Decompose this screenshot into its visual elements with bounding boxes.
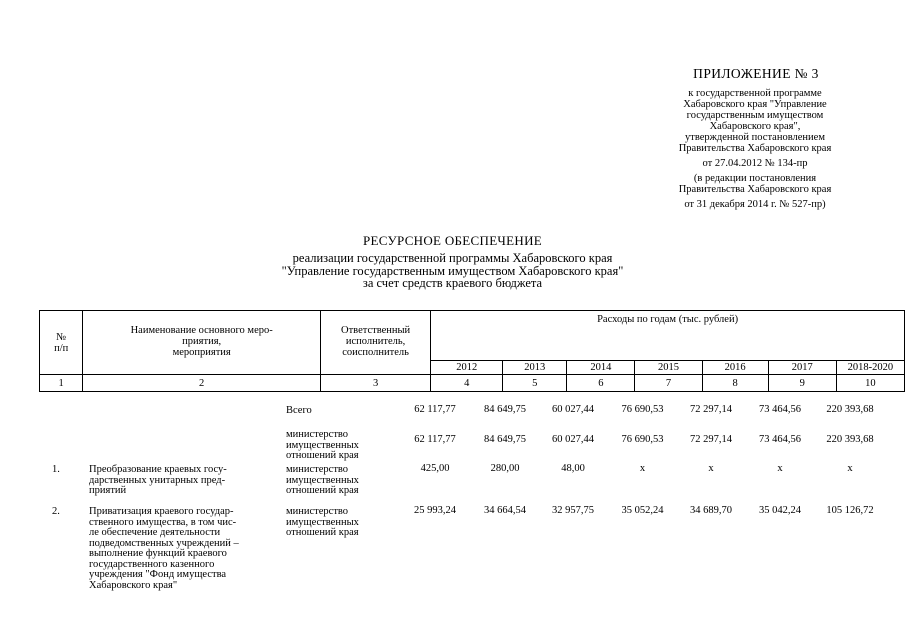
header-year: 2013 <box>503 361 567 375</box>
header-executor: Ответственный исполнитель, соисполнитель <box>320 311 430 375</box>
appendix-line: утвержденной постановлением <box>685 132 825 143</box>
column-number: 2 <box>83 375 321 392</box>
row-value: 220 393,68 <box>826 404 874 415</box>
document-subtitle <box>0 252 905 290</box>
column-number: 6 <box>567 375 635 392</box>
column-number: 5 <box>503 375 567 392</box>
appendix-revision-line: (в редакции постановления <box>693 173 817 184</box>
row-value: 72 297,14 <box>690 434 732 445</box>
subtitle-line: реализации государственной программы Хабаровского края <box>292 251 613 265</box>
row-value: x <box>708 463 714 474</box>
row-value: 84 649,75 <box>484 434 526 445</box>
subtitle-line: "Управление государственным имуществом Хабаровского края" <box>281 263 624 278</box>
row-value: x <box>639 463 646 474</box>
row-value: 76 690,53 <box>621 434 664 445</box>
header-year: 2017 <box>768 361 836 375</box>
row-executor: министерство имущественных отношений края <box>286 506 359 538</box>
header-name: Наименование основного меро- приятия, мероприятия <box>83 311 321 375</box>
resource-table-header <box>39 310 905 392</box>
column-number: 10 <box>836 375 904 392</box>
row-executor: Всего <box>286 405 312 416</box>
row-value: 60 027,44 <box>552 404 594 415</box>
row-value: 220 393,68 <box>826 434 874 445</box>
row-value: 60 027,44 <box>552 434 594 445</box>
header-year: 2014 <box>567 361 635 375</box>
row-value: 84 649,75 <box>484 404 526 415</box>
column-number: 9 <box>768 375 836 392</box>
row-value: x <box>847 463 853 474</box>
row-value: 48,00 <box>561 463 585 474</box>
row-value: 62 117,77 <box>414 404 456 415</box>
row-value: 35 042,24 <box>759 505 801 516</box>
appendix-line: Хабаровского края", <box>709 121 801 132</box>
appendix-revision-line: Правительства Хабаровского края <box>678 184 832 195</box>
row-executor: министерство имущественных отношений края <box>286 464 359 496</box>
row-value: 35 052,24 <box>621 505 664 516</box>
header-year: 2018-2020 <box>836 361 904 375</box>
header-year: 2012 <box>431 361 503 375</box>
row-value: 280,00 <box>490 463 520 474</box>
appendix-revision-date: от 31 декабря 2014 г. № 527-пр) <box>684 199 826 210</box>
column-number: 8 <box>702 375 768 392</box>
appendix-line: Правительства Хабаровского края <box>678 143 832 154</box>
row-value: 62 117,77 <box>414 434 456 445</box>
row-value: 73 464,56 <box>759 404 801 415</box>
column-number: 4 <box>431 375 503 392</box>
row-value: x <box>777 463 783 474</box>
column-number: 3 <box>320 375 430 392</box>
row-name: Преобразование краевых госу- дарственных унитарных пред- приятий <box>89 464 227 496</box>
row-value: 32 957,75 <box>552 505 594 516</box>
column-number: 7 <box>635 375 702 392</box>
header-num: № п/п <box>40 311 83 375</box>
header-year: 2015 <box>635 361 702 375</box>
row-name: Приватизация краевого государ- ственного имущества, в том чис- ле обеспечение деятельности подведомственных учреждений – выполнение функций краевого государственного казенного учреждения "Фонд имущества Хабаровского края" <box>89 506 239 591</box>
appendix-line: к государственной программе <box>688 88 822 99</box>
appendix-line: государственным имуществом <box>686 110 824 121</box>
appendix-date: от 27.04.2012 № 134-пр <box>702 158 808 169</box>
row-num: 2. <box>52 506 60 517</box>
appendix-title: ПРИЛОЖЕНИЕ № 3 <box>693 66 819 81</box>
row-value: 425,00 <box>420 463 450 474</box>
appendix-line: Хабаровского края "Управление <box>683 99 827 110</box>
subtitle-line: за счет средств краевого бюджета <box>362 276 543 290</box>
header-expenses: Расходы по годам (тыс. рублей) <box>431 311 905 361</box>
appendix-details <box>640 88 870 210</box>
row-value: 76 690,53 <box>621 404 664 415</box>
header-year: 2016 <box>702 361 768 375</box>
row-value: 72 297,14 <box>690 404 732 415</box>
document-title: РЕСУРСНОЕ ОБЕСПЕЧЕНИЕ <box>362 233 543 248</box>
row-value: 105 126,72 <box>826 505 874 516</box>
row-value: 73 464,56 <box>759 434 801 445</box>
row-value: 34 664,54 <box>484 505 526 516</box>
row-num: 1. <box>52 464 60 475</box>
column-number: 1 <box>40 375 83 392</box>
row-value: 34 689,70 <box>690 505 732 516</box>
row-executor: министерство имущественных отношений края <box>286 429 359 461</box>
row-value: 25 993,24 <box>414 505 456 516</box>
